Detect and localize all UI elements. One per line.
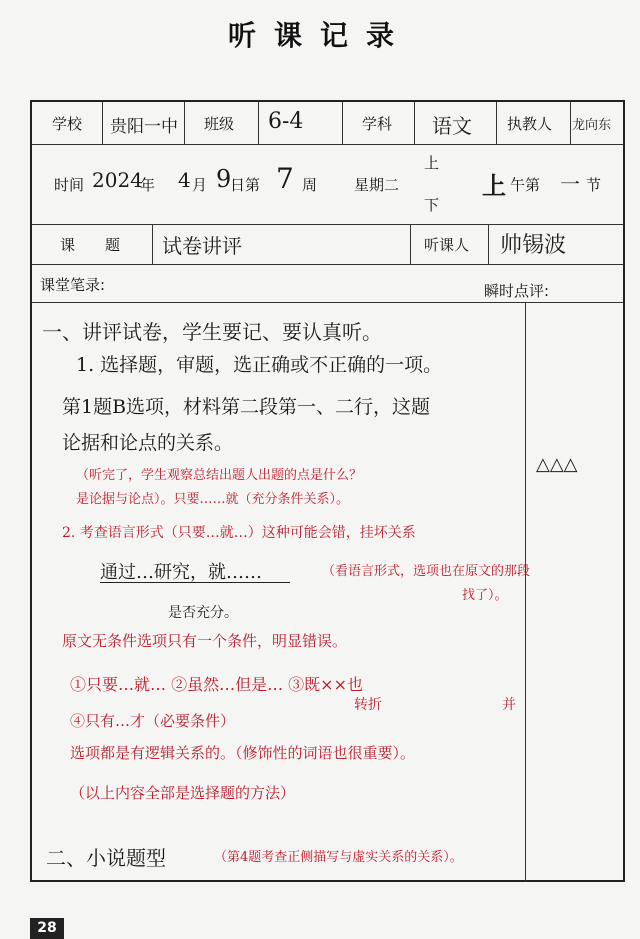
note-line-red: （以上内容全部是选择题的方法） xyxy=(70,784,296,802)
subject-value: 语文 xyxy=(432,114,472,138)
page-title: 听课记录 xyxy=(227,19,412,52)
note-line-red: 是论据与论点）。只要……就（充分条件关系）。 xyxy=(76,492,350,507)
school-label: 学校 xyxy=(52,115,83,133)
note-line: 1. 选择题，审题，选正确或不正确的一项。 xyxy=(76,354,443,376)
ampm-value: 上 xyxy=(482,171,506,200)
note-line-red: 选项都是有逻辑关系的。（修饰性的词语也很重要）。 xyxy=(70,744,416,762)
col-divider xyxy=(410,224,411,264)
note-line-red: 原文无条件选项只有一个条件，明显错误。 xyxy=(62,632,348,650)
col-divider xyxy=(496,102,497,144)
teacher-value: 龙向东 xyxy=(572,118,612,133)
note-line-red: ①只要…就… ②虽然…但是… ③既××也 xyxy=(70,675,363,694)
note-line-red: ④只有…才（必要条件） xyxy=(70,712,236,730)
note-line: 是否充分。 xyxy=(168,605,238,621)
note-line: 第1题B选项，材料第二段第一、二行，这题 xyxy=(62,396,431,418)
upper-label: 上 xyxy=(424,154,440,172)
page-number: 28 xyxy=(30,918,64,939)
year-unit: 年 xyxy=(140,176,156,194)
week-unit: 周 xyxy=(302,176,318,194)
row-divider xyxy=(32,224,623,225)
note-line-red: （听完了，学生观察总结出题人出题的点是什么？ xyxy=(76,468,363,483)
topic-value: 试卷讲评 xyxy=(162,234,242,258)
col-divider xyxy=(488,224,489,264)
col-divider xyxy=(152,224,153,264)
note-line: 通过…研究，就…… xyxy=(100,562,262,583)
month-value: 4 xyxy=(178,168,191,192)
note-line: 论据和论点的关系。 xyxy=(62,432,234,454)
weekday-label: 星期二 xyxy=(354,176,400,194)
teacher-label: 执教人 xyxy=(507,115,553,133)
row-divider xyxy=(32,302,623,303)
class-label: 班级 xyxy=(204,115,235,133)
col-divider xyxy=(102,102,103,144)
day-value: 9 xyxy=(216,165,232,193)
comment-marks: △△△ xyxy=(536,454,578,475)
record-sheet xyxy=(30,100,625,882)
note-line-red: （看语言形式，选项也在原文的那段 xyxy=(322,564,531,579)
col-divider xyxy=(570,102,571,144)
listener-value: 帅锡波 xyxy=(500,233,567,258)
note-line-red: （第4题考查正侧描写与虚实关系的关系）。 xyxy=(214,850,463,865)
lower-label: 下 xyxy=(424,196,440,214)
col-divider xyxy=(184,102,185,144)
comment-label: 瞬时点评: xyxy=(484,282,550,300)
topic-label: 课 题 xyxy=(60,236,121,254)
session-text: 午第 xyxy=(510,176,541,194)
period-value: 一 xyxy=(560,172,580,196)
listener-label: 听课人 xyxy=(424,236,470,254)
note-line-red: 并 xyxy=(502,697,516,713)
row-divider xyxy=(32,264,623,265)
col-divider xyxy=(258,102,259,144)
notes-label: 课堂笔录: xyxy=(40,276,106,294)
note-line-red: 找了）。 xyxy=(462,588,508,603)
col-divider xyxy=(342,102,343,144)
subject-label: 学科 xyxy=(362,115,393,133)
time-label: 时间 xyxy=(54,176,85,194)
comment-column-divider xyxy=(525,302,526,882)
week-value: 7 xyxy=(276,162,294,195)
note-line: 一、讲评试卷，学生要记、要认真听。 xyxy=(42,320,382,344)
note-line: 二、小说题型 xyxy=(46,846,166,870)
underline xyxy=(100,582,290,583)
class-value: 6-4 xyxy=(268,109,304,134)
note-line-red: 2. 考查语言形式（只要…就…）这种可能会错，挂坏关系 xyxy=(62,525,416,541)
year-value: 2024 xyxy=(92,168,143,192)
row-divider xyxy=(32,144,623,145)
day-unit: 日第 xyxy=(230,176,261,194)
month-unit: 月 xyxy=(192,176,208,194)
school-value: 贵阳一中 xyxy=(110,117,178,137)
note-line-red: 转折 xyxy=(354,697,382,713)
period-unit: 节 xyxy=(586,176,602,194)
col-divider xyxy=(414,102,415,144)
